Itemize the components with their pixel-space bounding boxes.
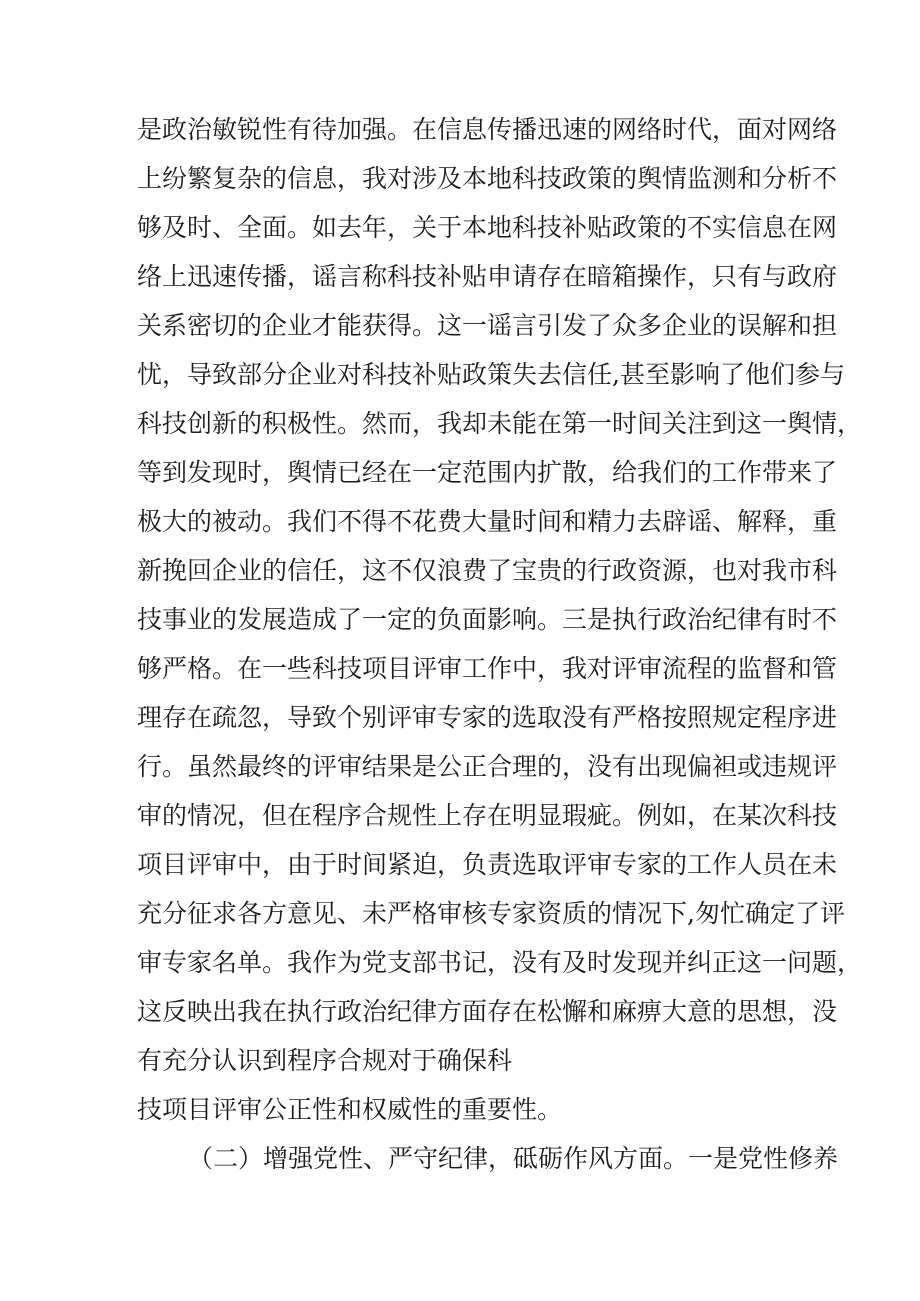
text-line-10: 新挽回企业的信任，这不仅浪费了宝贵的行政资源，也对我市科 xyxy=(137,556,838,585)
text-line-9: 极大的被动。我们不得不花费大量时间和精力去辟谣、解释，重 xyxy=(137,507,838,536)
section-heading-line: （二）增强党性、严守纪律，砥砺作风方面。一是党性修养 xyxy=(188,1144,839,1173)
text-line-15: 审的情况，但在程序合规性上存在明显瑕疵。例如，在某次科技 xyxy=(137,801,838,830)
text-line-8: 等到发现时，舆情已经在一定范围内扩散，给我们的工作带来了 xyxy=(137,458,838,487)
text-line-21: 技项目评审公正性和权威性的重要性。 xyxy=(137,1095,563,1124)
text-line-1: 是政治敏锐性有待加强。在信息传播迅速的网络时代，面对网络 xyxy=(137,115,838,144)
text-line-13: 理存在疏忽，导致个别评审专家的选取没有严格按照规定程序进 xyxy=(137,703,838,732)
text-line-17: 充分征求各方意见、未严格审核专家资质的情况下,匆忙确定了评 xyxy=(137,899,845,928)
text-line-19: 这反映出我在执行政治纪律方面存在松懈和麻痹大意的思想，没 xyxy=(137,997,838,1026)
text-line-3: 够及时、全面。如去年，关于本地科技补贴政策的不实信息在网 xyxy=(137,213,838,242)
text-line-16: 项目评审中，由于时间紧迫，负责选取评审专家的工作人员在未 xyxy=(137,850,838,879)
text-line-18: 审专家名单。我作为党支部书记，没有及时发现并纠正这一问题， xyxy=(137,948,863,977)
text-line-14: 行。虽然最终的评审结果是公正合理的，没有出现偏袒或违规评 xyxy=(137,752,838,781)
text-line-7: 科技创新的积极性。然而，我却未能在第一时间关注到这一舆情， xyxy=(137,409,863,438)
text-line-11: 技事业的发展造成了一定的负面影响。三是执行政治纪律有时不 xyxy=(137,605,838,634)
text-line-6: 忧，导致部分企业对科技补贴政策失去信任,甚至影响了他们参与 xyxy=(137,360,845,389)
text-line-4: 络上迅速传播，谣言称科技补贴申请存在暗箱操作，只有与政府 xyxy=(137,262,838,291)
text-line-12: 够严格。在一些科技项目评审工作中，我对评审流程的监督和管 xyxy=(137,654,838,683)
text-line-20: 有充分认识到程序合规对于确保科 xyxy=(137,1046,513,1075)
text-line-2: 上纷繁复杂的信息，我对涉及本地科技政策的舆情监测和分析不 xyxy=(137,164,838,193)
text-line-5: 关系密切的企业才能获得。这一谣言引发了众多企业的误解和担 xyxy=(137,311,838,340)
